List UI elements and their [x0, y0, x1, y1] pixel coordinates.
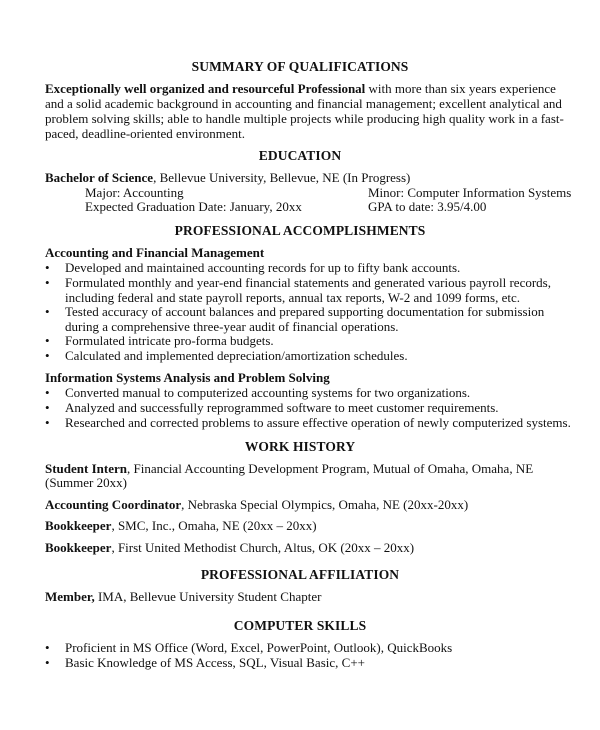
work-heading: WORK HISTORY: [244, 439, 356, 454]
list-item: Basic Knowledge of MS Access, SQL, Visual Basic, C++: [65, 655, 365, 670]
job-title: Bookkeeper: [45, 518, 112, 533]
summary-bold-lead: Exceptionally well organized and resourceful Professional: [45, 81, 366, 96]
skills-heading: COMPUTER SKILLS: [233, 618, 367, 633]
education-major: Major: Accounting: [85, 185, 184, 200]
list-item: Calculated and implemented depreciation/amortization schedules.: [65, 348, 408, 363]
affiliation-heading: PROFESSIONAL AFFILIATION: [200, 567, 400, 582]
education-minor: Minor: Computer Information Systems: [368, 185, 572, 200]
education-heading: EDUCATION: [258, 148, 342, 163]
list-item: Formulated monthly and year-end financial statements and generated various payroll records, including federal and state payroll reports, annual tax reports, W-2 and 1099 forms, etc.: [65, 275, 551, 305]
work-entry: [45, 461, 533, 476]
list-item: Formulated intricate pro-forma budgets.: [65, 333, 274, 348]
list-item: Developed and maintained accounting records for up to fifty bank accounts.: [65, 260, 461, 275]
job-title: Bookkeeper: [45, 540, 112, 555]
affiliation-entry: [45, 589, 321, 604]
education-school: , Bellevue University, Bellevue, NE (In Progress): [153, 170, 411, 185]
affiliation-detail: IMA, Bellevue University Student Chapter: [94, 589, 322, 604]
summary-paragraph: [45, 81, 570, 141]
education-degree: Bachelor of Science: [45, 170, 154, 185]
accomplishments-section-title: Accounting and Financial Management: [45, 245, 265, 260]
job-detail: , First United Methodist Church, Altus, OK (20xx – 20xx): [111, 540, 415, 555]
bullet-icon: •: [45, 415, 50, 430]
bullet-icon: •: [45, 640, 50, 655]
work-entry: [45, 497, 468, 512]
bullet-icon: •: [45, 400, 50, 415]
accomplishments-heading: PROFESSIONAL ACCOMPLISHMENTS: [174, 223, 426, 238]
education-degree-line: [45, 170, 410, 185]
job-title: Accounting Coordinator: [45, 497, 182, 512]
list-item: Proficient in MS Office (Word, Excel, PowerPoint, Outlook), QuickBooks: [65, 640, 453, 655]
bullet-icon: •: [45, 333, 50, 348]
accomplishments-section-title: Information Systems Analysis and Problem Solving: [45, 370, 330, 385]
bullet-icon: •: [45, 304, 50, 319]
job-detail: , Nebraska Special Olympics, Omaha, NE (20xx-20xx): [181, 497, 469, 512]
bullet-icon: •: [45, 260, 50, 275]
job-detail-continued: (Summer 20xx): [45, 475, 127, 490]
list-item: Researched and corrected problems to assure effective operation of newly computerized systems.: [65, 415, 571, 430]
list-item: Tested accuracy of account balances and prepared supporting documentation for submission during a comprehensive three-year audit of financial operations.: [65, 304, 545, 334]
summary-text: with more than six years experience and a solid academic background in accounting and financial management; excellent analytical and problem solving skills; able to handle multiple projects while producing high quality work in a fast-paced, deadline-oriented environment.: [45, 81, 564, 141]
job-title: Student Intern: [45, 461, 127, 476]
list-item: Analyzed and successfully reprogrammed software to meet customer requirements.: [65, 400, 499, 415]
work-entry: [45, 540, 414, 555]
job-detail: , Financial Accounting Development Program, Mutual of Omaha, Omaha, NE: [127, 461, 534, 476]
job-detail: , SMC, Inc., Omaha, NE (20xx – 20xx): [111, 518, 317, 533]
education-gpa: GPA to date: 3.95/4.00: [368, 199, 487, 214]
bullet-icon: •: [45, 275, 50, 290]
bullet-icon: •: [45, 348, 50, 363]
affiliation-role: Member,: [45, 589, 95, 604]
list-item: Converted manual to computerized accounting systems for two organizations.: [65, 385, 471, 400]
summary-heading: SUMMARY OF QUALIFICATIONS: [191, 59, 409, 74]
bullet-icon: •: [45, 655, 50, 670]
work-entry: [45, 518, 317, 533]
education-graduation: Expected Graduation Date: January, 20xx: [85, 199, 302, 214]
bullet-icon: •: [45, 385, 50, 400]
